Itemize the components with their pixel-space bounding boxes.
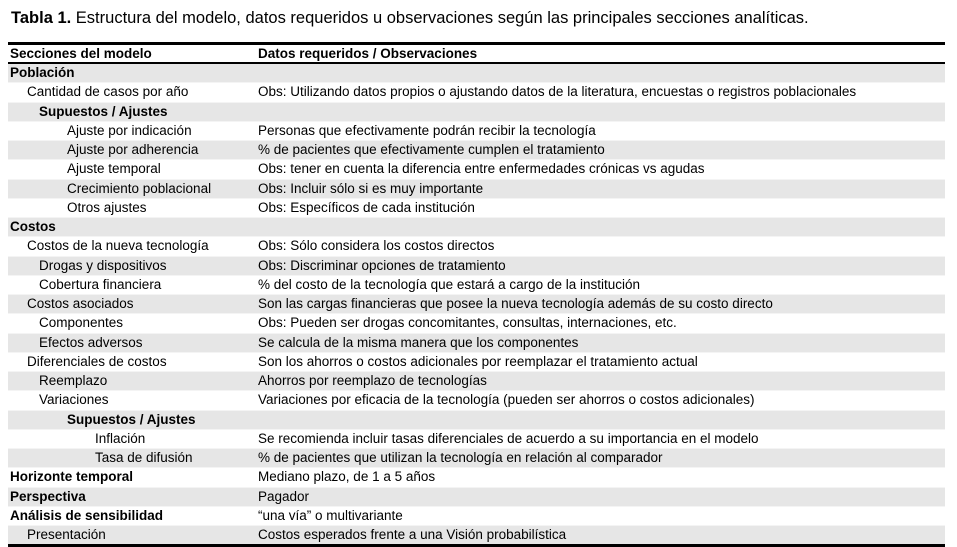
row-value: Obs: Específicos de cada institución (258, 199, 475, 215)
row-section: Variaciones (39, 392, 109, 408)
row-section: Horizonte temporal (10, 469, 134, 485)
table-row (8, 526, 945, 544)
row-section: Inflación (95, 430, 146, 446)
row-section: Costos de la nueva tecnología (27, 238, 209, 254)
row-value: “una vía” o multivariante (258, 507, 403, 523)
row-section: Crecimiento poblacional (67, 180, 212, 196)
table-row (8, 334, 945, 353)
row-section: Supuestos / Ajustes (39, 103, 168, 119)
table-row (8, 218, 945, 237)
row-value: Pagador (258, 488, 310, 504)
row-value: Obs: Pueden ser drogas concomitantes, consultas, internaciones, etc. (258, 315, 677, 331)
table-header (8, 45, 945, 64)
table-row (8, 83, 945, 102)
table-caption-label: Tabla 1. (11, 9, 72, 27)
row-value: Variaciones por eficacia de la tecnología (pueden ser ahorros o costos adicionales) (258, 392, 755, 408)
row-section: Otros ajustes (67, 199, 147, 215)
row-section: Tasa de difusión (95, 450, 193, 465)
row-section: Cantidad de casos por año (27, 84, 189, 100)
row-section: Costos asociados (27, 296, 134, 311)
row-section: Drogas y dispositivos (39, 257, 167, 273)
table-row (8, 199, 945, 218)
table-row (8, 314, 945, 333)
table-row (8, 122, 945, 141)
table-row (8, 372, 945, 391)
row-value: Costos esperados frente a una Visión probabilística (258, 527, 567, 542)
row-value: Ahorros por reemplazo de tecnologías (258, 373, 487, 388)
table-row (8, 237, 945, 256)
row-value: Obs: Sólo considera los costos directos (258, 238, 495, 254)
table-row (8, 64, 945, 83)
table-row (8, 468, 945, 487)
row-value: Personas que efectivamente podrán recibir la tecnología (258, 122, 596, 138)
row-value: % de pacientes que utilizan la tecnología en relación al comparador (258, 450, 663, 465)
row-section: Reemplazo (39, 373, 108, 388)
table-row (8, 430, 945, 449)
header-sections: Secciones del modelo (10, 46, 152, 61)
table-row (8, 449, 945, 468)
row-value: Son las cargas financieras que posee la nueva tecnología además de su costo directo (258, 296, 773, 311)
table-row (8, 295, 945, 314)
table-row (8, 160, 945, 179)
model-structure-table (8, 42, 945, 547)
row-value: Se recomienda incluir tasas diferenciales de acuerdo a su importancia en el modelo (258, 430, 759, 446)
row-section: Población (10, 65, 75, 80)
table-row (8, 276, 945, 295)
row-section: Costos (10, 219, 56, 234)
row-value: % del costo de la tecnología que estará a cargo de la institución (258, 276, 640, 292)
row-section: Ajuste por adherencia (67, 142, 199, 157)
row-section: Perspectiva (10, 488, 86, 504)
table-row (8, 391, 945, 410)
row-value: Obs: Discriminar opciones de tratamiento (258, 257, 506, 273)
table-row (8, 257, 945, 276)
row-section: Cobertura financiera (39, 276, 162, 292)
row-section: Ajuste temporal (67, 161, 161, 177)
row-section: Supuestos / Ajustes (67, 411, 196, 427)
row-section: Efectos adversos (39, 334, 143, 350)
table-row (8, 141, 945, 160)
row-section: Diferenciales de costos (27, 353, 167, 369)
row-value: Mediano plazo, de 1 a 5 años (258, 469, 436, 485)
row-section: Ajuste por indicación (67, 122, 192, 138)
table-row (8, 488, 945, 507)
row-value: Obs: Utilizando datos propios o ajustando datos de la literatura, encuestas o registros poblacionales (258, 84, 857, 100)
table-row (8, 411, 945, 430)
table-row (8, 180, 945, 199)
row-section: Presentación (27, 527, 106, 542)
table-caption (11, 8, 809, 28)
table-row (8, 103, 945, 122)
row-value: Se calcula de la misma manera que los componentes (258, 334, 579, 350)
row-value: % de pacientes que efectivamente cumplen el tratamiento (258, 142, 605, 157)
table-row (8, 353, 945, 372)
row-section: Análisis de sensibilidad (10, 507, 164, 523)
row-section: Componentes (39, 315, 124, 331)
table-caption-text: Estructura del modelo, datos requeridos u observaciones según las principales secciones analíticas. (71, 9, 809, 27)
header-data: Datos requeridos / Observaciones (258, 46, 478, 61)
row-value: Obs: tener en cuenta la diferencia entre enfermedades crónicas vs agudas (258, 161, 705, 177)
row-value: Son los ahorros o costos adicionales por reemplazar el tratamiento actual (258, 353, 698, 369)
row-value: Obs: Incluir sólo si es muy importante (258, 180, 484, 196)
table-row (8, 507, 945, 526)
